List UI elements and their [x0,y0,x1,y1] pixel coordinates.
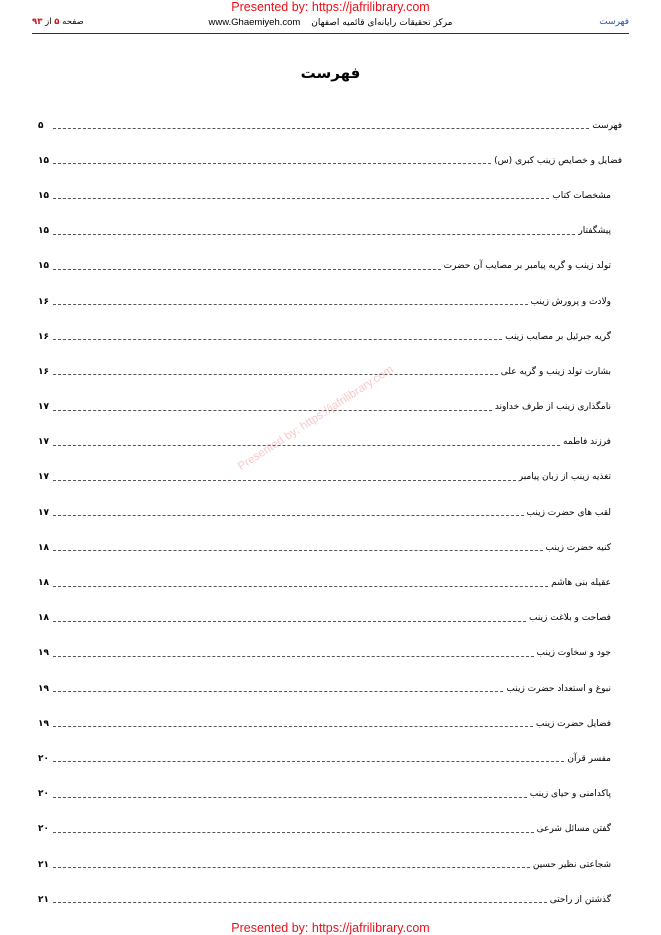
toc-entry-label: گفتن مسائل شرعی [536,824,611,835]
toc-entry-label: شجاعتی نظیر حسین [532,859,611,870]
toc-entry-label: تغذیه زینب از زبان پیامبر [518,472,611,483]
toc-entry-label: بشارت تولد زینب و گریه علی [500,366,611,377]
toc-leader-dots [53,263,441,270]
page-total: ۹۳ [32,17,43,27]
toc-entry-page: ۱۵ [38,190,49,201]
toc-entry[interactable] [38,636,622,671]
toc-leader-dots [53,544,543,551]
toc-leader-dots [53,861,530,868]
toc-entry-label: لقب های حضرت زینب [526,507,611,518]
toc-entry[interactable] [38,143,622,178]
toc-entry-page: ۱۶ [38,296,49,307]
toc-entry-label: فرزند فاطمه [563,437,611,448]
toc-entry-page: ۱۸ [38,613,49,624]
header-org-name: مرکز تحقیقات رایانه‌ای قائمیه اصفهان [311,18,453,28]
toc-entry-page: ۲۰ [38,753,49,764]
toc-entry-label: فصاحت و بلاغت زینب [528,613,611,624]
toc-entry-page: ۱۹ [38,718,49,729]
toc-entry-label: فهرست [592,120,622,131]
toc-entry-page: ۲۰ [38,789,49,800]
toc-entry[interactable] [38,390,622,425]
toc-entry[interactable] [38,601,622,636]
toc-entry-label: ولادت و پرورش زینب [530,296,611,307]
page-header [32,13,629,34]
toc-entry-label: جود و سخاوت زینب [536,648,611,659]
toc-leader-dots [53,439,560,446]
toc-entry-page: ۱۹ [38,683,49,694]
toc-entry[interactable] [38,741,622,776]
header-center [32,17,629,28]
watermark: Presented by: https://jafrilibrary.com [236,363,396,474]
toc-entry-page: ۱۵ [38,261,49,272]
toc-leader-dots [53,228,575,235]
top-banner: Presented by: https://jafrilibrary.com [231,0,430,14]
toc-entry-page: ۲۱ [38,894,49,905]
toc-entry-page: ۱۸ [38,578,49,589]
toc-leader-dots [53,615,526,622]
toc-entry-page: ۱۵ [38,226,49,237]
toc-entry[interactable] [38,671,622,706]
toc-leader-dots [53,685,503,692]
bottom-banner: Presented by: https://jafrilibrary.com [231,921,430,935]
toc-leader-dots [53,580,548,587]
toc-entry-label: مفسر قرآن [567,753,611,764]
page-current: ۵ [54,17,60,27]
toc-list [38,108,622,917]
toc-entry[interactable] [38,706,622,741]
toc-entry[interactable] [38,565,622,600]
toc-entry-page: ۱۹ [38,648,49,659]
toc-entry-page: ۱۸ [38,542,49,553]
page-title: فهرست [300,64,361,82]
toc-entry-label: تولد زینب و گریه پیامبر بر مصایب آن حضرت [443,261,611,272]
toc-entry-page: ۱۷ [38,507,49,518]
toc-entry[interactable] [38,108,622,143]
toc-entry[interactable] [38,354,622,389]
toc-entry-label: عقیله بنی هاشم [551,578,611,589]
toc-entry[interactable] [38,777,622,812]
toc-leader-dots [53,157,491,164]
toc-leader-dots [53,192,549,199]
toc-entry[interactable] [38,882,622,917]
toc-entry-label: پیشگفتار [578,226,611,237]
toc-leader-dots [53,474,516,481]
toc-entry[interactable] [38,460,622,495]
header-page-counter [32,17,84,27]
toc-entry-page: ۱۷ [38,402,49,413]
toc-entry-page: ۱۶ [38,331,49,342]
toc-entry[interactable] [38,214,622,249]
toc-entry-label: کنیه حضرت زینب [545,542,611,553]
toc-entry[interactable] [38,178,622,213]
toc-leader-dots [53,333,502,340]
toc-leader-dots [53,791,527,798]
toc-leader-dots [53,826,534,833]
toc-entry-page: ۱۷ [38,437,49,448]
toc-entry[interactable] [38,495,622,530]
page-prefix: صفحه [62,17,84,27]
page-sep: از [45,17,52,27]
toc-entry-label: فضایل و خصایص زینب کبری (س) [494,155,622,166]
toc-entry-page: ۵ [38,120,44,131]
header-section-title: فهرست [599,17,629,27]
toc-leader-dots [53,122,589,129]
toc-entry-label: نامگذاری زینب از طرف خداوند [494,402,611,413]
toc-entry-page: ۱۷ [38,472,49,483]
toc-leader-dots [53,896,547,903]
toc-entry-label: نبوغ و استعداد حضرت زینب [506,683,611,694]
toc-entry-label: گذشتن از راحتی [549,894,611,905]
toc-entry[interactable] [38,847,622,882]
toc-entry[interactable] [38,319,622,354]
toc-leader-dots [53,650,534,657]
toc-leader-dots [53,509,524,516]
toc-entry[interactable] [38,530,622,565]
toc-entry[interactable] [38,249,622,284]
toc-entry-label: مشخصات کتاب [552,190,611,201]
toc-entry-page: ۱۵ [38,155,49,166]
toc-entry[interactable] [38,812,622,847]
toc-leader-dots [53,368,498,375]
toc-entry-label: گریه جبرئیل بر مصایب زینب [505,331,611,342]
toc-leader-dots [53,755,564,762]
toc-entry-page: ۲۱ [38,859,49,870]
toc-leader-dots [53,720,533,727]
toc-entry-page: ۲۰ [38,824,49,835]
header-site-link[interactable]: www.Ghaemiyeh.com [208,17,301,28]
toc-entry-label: پاکدامنی و حیای زینب [529,789,611,800]
toc-leader-dots [53,298,528,305]
toc-entry[interactable] [38,284,622,319]
toc-leader-dots [53,404,492,411]
toc-entry-label: فضایل حضرت زینب [535,718,611,729]
toc-entry-page: ۱۶ [38,366,49,377]
toc-entry[interactable] [38,425,622,460]
